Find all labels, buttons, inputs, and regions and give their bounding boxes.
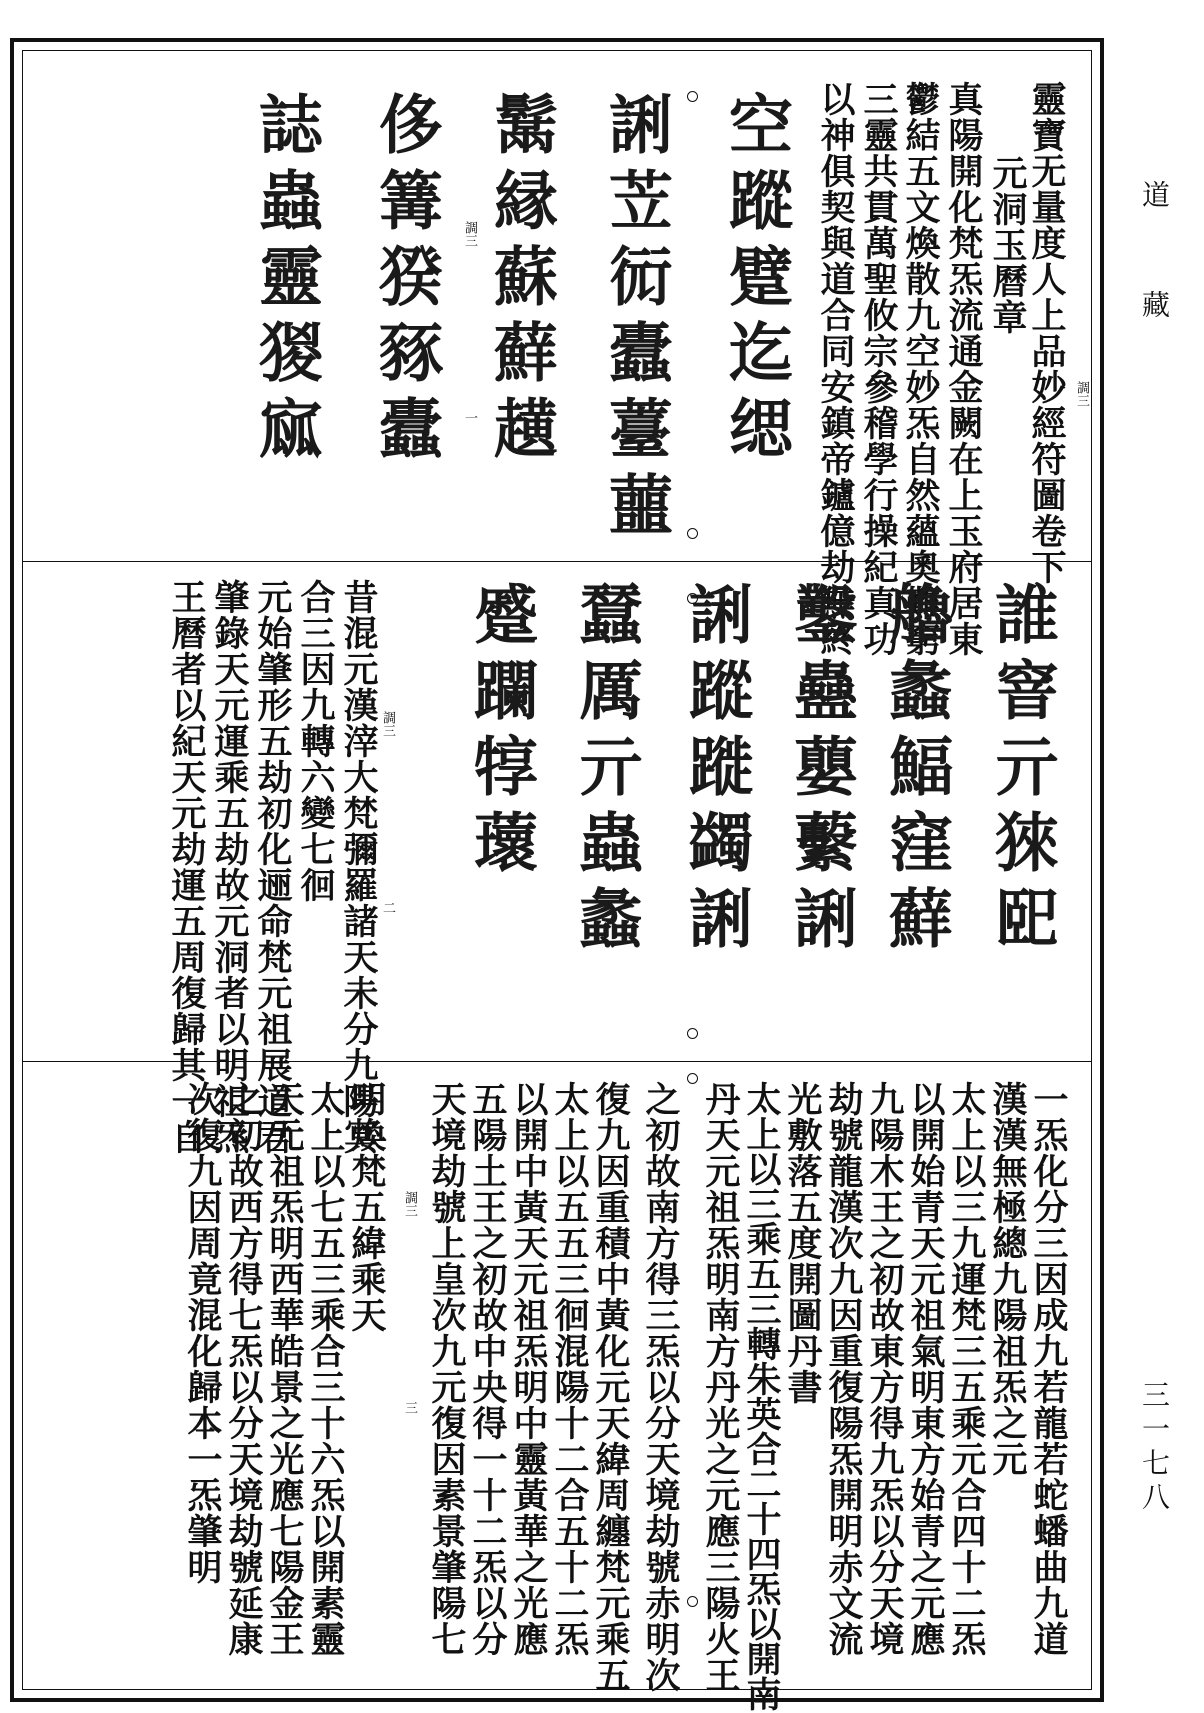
s3-line-18: 天元祖炁明西華皓景之光應七陽金王 <box>264 1081 305 1657</box>
s2-seal-column-5: 蠺厲亓蟲蠡 <box>568 581 643 961</box>
circle-mark <box>687 91 698 102</box>
s3-line-7: 光敷落五度開圖丹書 <box>782 1081 823 1405</box>
s2-seal-column-1: 誰窨亓猍巸 <box>984 581 1059 961</box>
circle-mark <box>687 1028 698 1039</box>
s2-line-3: 元始肇形五劫初化逦命梵元祖展道君 <box>252 579 293 1155</box>
s3-line-10: 之初故南方得三炁以分天境劫號赤明次 <box>640 1081 681 1693</box>
s1-seal-mark: 一 <box>462 411 477 424</box>
s2-mark: 二 <box>380 901 395 914</box>
collection-name-top: 道 <box>1138 180 1171 208</box>
s2-line-4: 肇錄天元運乘五劫故元洞者以明祖炁 <box>209 579 250 1155</box>
s2-seal-column-6: 蹙躝犉蘾 <box>463 581 538 885</box>
s3-line-12: 太上以五五三徊混陽十二合五十二炁 <box>549 1081 590 1657</box>
s2-seal-column-2: 艪蠡鰏窪蘚 <box>878 581 953 961</box>
page-inner-border <box>22 50 1092 1711</box>
s3-line-5: 九陽木王之初故東方得九炁以分天境 <box>864 1081 905 1657</box>
s3-line-3: 太上以三九運梵三五乘元合四十二炁 <box>946 1081 987 1657</box>
s3-line-17: 太上以七五三乘合三十六炁以開素靈 <box>305 1081 346 1657</box>
s1-seal-column-4: 侈篝猤豩蠹 <box>368 91 443 471</box>
collection-name-bottom: 藏 <box>1138 290 1171 318</box>
s3-line-14: 五陽土王之初故中央得一十二炁以分 <box>467 1081 508 1657</box>
s3-line-8: 太上以三乘五三轉朱英合二十四炁以開南 <box>741 1081 782 1711</box>
s3-line-2: 漢漢無極總九陽祖炁之元 <box>987 1081 1028 1477</box>
scripture-title: 靈寶无量度人上品妙經符圖卷下 <box>1026 81 1067 585</box>
s3-line-15: 天境劫號上皇次九元復因素景肇陽七 <box>426 1081 467 1657</box>
page-frame <box>10 38 1104 1711</box>
s1-line-4: 以神俱契與道合同安鎮帝鑪億劫無終 <box>815 81 856 657</box>
s1-seal-column-3: 鬗縁蘇蘚趪 <box>483 91 558 471</box>
s1-seal-note: 調三 <box>462 221 477 247</box>
s3-line-4: 以開始青天元祖氣明東方始青之元應 <box>905 1081 946 1657</box>
s3-note: 調三 <box>402 1191 417 1217</box>
s2-line-1: 昔混元漢滓大梵彌羅諸天未分九陽冥 <box>338 579 379 1155</box>
s3-line-11: 復九因重積中黃化元天緯周纏梵元乘五 <box>590 1081 631 1693</box>
page-number: 三一七八 <box>1138 1380 1171 1516</box>
s1-line-1: 真陽開化梵炁流通金闕在上玉府居東 <box>943 81 984 657</box>
s3-line-13: 以開中黃天元祖炁明中靈黃華之光應 <box>508 1081 549 1657</box>
title-note: 調三 <box>1074 381 1089 407</box>
s3-line-6: 劫號龍漢次九因重復陽炁開明赤文流 <box>823 1081 864 1657</box>
s3-line-19: 之初故西方得七炁以分天境劫號延康 <box>223 1081 264 1657</box>
circle-mark <box>687 593 698 604</box>
s2-seal-column-3: 鑿蠱蘡蘻誗 <box>783 581 858 961</box>
s2-line-2: 合三因九轉六變七徊 <box>295 579 336 903</box>
circle-mark <box>687 528 698 539</box>
s2-note: 調三 <box>380 711 395 737</box>
s3-line-20: 次復九因周竟混化歸本一炁肇明 <box>182 1081 223 1585</box>
s1-seal-column-5: 誌蟲靈猣寙 <box>248 91 323 471</box>
s1-line-3: 三靈共貫萬聖攸宗參稽學行操紀真功 <box>858 81 899 657</box>
s3-line-9: 丹天元祖炁明南方丹光之元應三陽火王 <box>700 1081 741 1693</box>
circle-mark <box>687 1596 698 1607</box>
s1-seal-column-2: 誗苙衏蠹薹蘁 <box>598 91 673 547</box>
s3-line-16: 明煥梵五緯乘天 <box>346 1081 387 1333</box>
s1-line-2: 鬱結五文煥散九空妙炁自然蘊奧難窮 <box>900 81 941 657</box>
s3-line-1: 一炁化分三因成九若龍若蛇蟠曲九道 <box>1028 1081 1069 1657</box>
chapter-subtitle: 元洞玉曆章 <box>987 155 1028 335</box>
s1-seal-column-1: 空蹤躄迄缌 <box>718 91 793 471</box>
circle-mark <box>687 1073 698 1084</box>
s3-mark: 三 <box>402 1401 417 1414</box>
s2-seal-column-4: 誗蹤蹝蠲誗 <box>678 581 753 961</box>
s2-line-5: 王曆者以紀天元劫運五周復歸其一自 <box>166 579 207 1155</box>
